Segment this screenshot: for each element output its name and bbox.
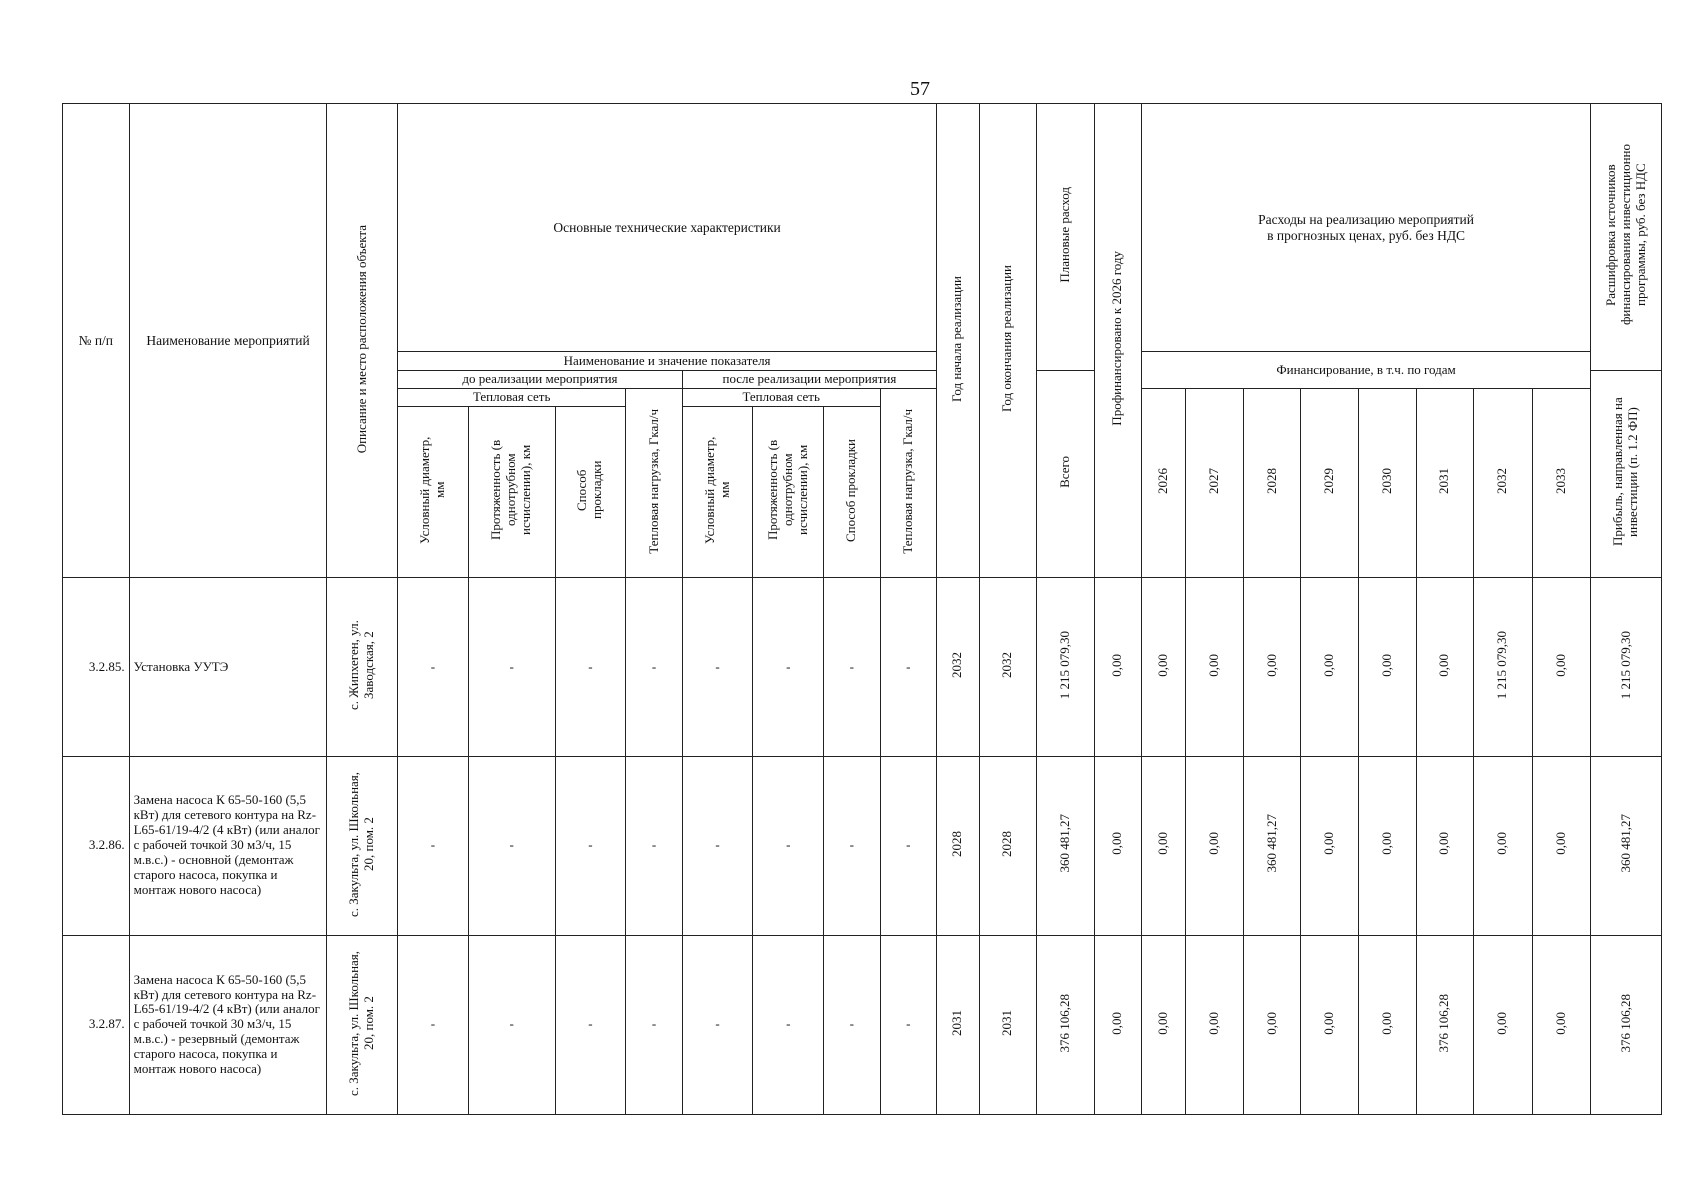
- header-name: Наименование мероприятий: [129, 104, 327, 578]
- row-tech-value: -: [398, 578, 469, 756]
- row-tech-value: -: [682, 935, 753, 1114]
- row-location: с. Закульта, ул. Школьная, 20, пом. 2: [327, 756, 398, 935]
- row-tech-value: -: [555, 935, 626, 1114]
- row-tech-value: -: [824, 756, 881, 935]
- row-year-value: 0,00: [1532, 756, 1591, 935]
- row-year-value: 0,00: [1359, 578, 1417, 756]
- row-prefinanced: 0,00: [1094, 935, 1141, 1114]
- header-planned: Плановые расход: [1037, 104, 1095, 371]
- row-num: 3.2.85.: [63, 578, 130, 756]
- row-year-start: 2028: [937, 756, 979, 935]
- row-year-value: 0,00: [1474, 935, 1533, 1114]
- investment-table: [62, 103, 1662, 1115]
- header-year-2031: 2031: [1416, 389, 1474, 578]
- row-tech-value: -: [468, 935, 555, 1114]
- header-before: до реализации мероприятия: [398, 370, 683, 388]
- row-year-end: 2031: [979, 935, 1037, 1114]
- header-location: Описание и место расположения объекта: [327, 104, 398, 578]
- header-tech: Основные технические характеристики: [398, 104, 937, 352]
- row-num: 3.2.87.: [63, 935, 130, 1114]
- row-year-value: 376 106,28: [1416, 935, 1474, 1114]
- row-tech-value: -: [555, 578, 626, 756]
- row-year-value: 0,00: [1474, 756, 1533, 935]
- header-length-after: Протяженность (в однотрубном исчислении), км: [753, 407, 824, 578]
- page-number: 57: [910, 78, 930, 100]
- header-costs: Расходы на реализацию мероприятий в прогнозных ценах, руб. без НДС: [1142, 104, 1591, 352]
- row-num: 3.2.86.: [63, 756, 130, 935]
- row-tech-value: -: [555, 756, 626, 935]
- header-heat-net-before: Тепловая сеть: [398, 389, 626, 407]
- header-year-2026: 2026: [1142, 389, 1186, 578]
- row-tech-value: -: [880, 578, 937, 756]
- row-tech-value: -: [682, 756, 753, 935]
- row-year-value: 0,00: [1359, 935, 1417, 1114]
- row-prefinanced: 0,00: [1094, 756, 1141, 935]
- row-year-value: 0,00: [1186, 935, 1244, 1114]
- row-total: 1 215 079,30: [1037, 578, 1095, 756]
- header-num: № п/п: [63, 104, 130, 578]
- table-row: [63, 578, 1662, 756]
- header-year-2027: 2027: [1186, 389, 1244, 578]
- row-profit: 1 215 079,30: [1591, 578, 1662, 756]
- row-year-end: 2032: [979, 578, 1037, 756]
- header-profit: Прибыль, направленная на инвестиции (п. 1.2 ФП): [1591, 370, 1662, 578]
- header-year-2033: 2033: [1532, 389, 1591, 578]
- row-name: Замена насоса К 65-50-160 (5,5 кВт) для сетевого контура на Rz-L65-61/19-4/2 (4 кВт) (или аналог с рабочей точкой 30 м3/ч, 15 м.в.с.) - резервный (демонтаж старого насоса, покупка и монтаж нового насоса): [129, 935, 327, 1114]
- row-year-value: 0,00: [1142, 756, 1186, 935]
- row-year-value: 0,00: [1301, 578, 1359, 756]
- table-row: [63, 756, 1662, 935]
- header-prefinanced: Профинансировано к 2026 году: [1094, 104, 1141, 578]
- row-name: Замена насоса К 65-50-160 (5,5 кВт) для сетевого контура на Rz-L65-61/19-4/2 (4 кВт) (или аналог с рабочей точкой 30 м3/ч, 15 м.в.с.) - основной (демонтаж старого насоса, покупка и монтаж нового насоса): [129, 756, 327, 935]
- table-row: [63, 935, 1662, 1114]
- row-tech-value: -: [468, 578, 555, 756]
- row-year-value: 0,00: [1416, 756, 1474, 935]
- row-tech-value: -: [880, 935, 937, 1114]
- row-year-value: 0,00: [1186, 756, 1244, 935]
- row-year-start: 2031: [937, 935, 979, 1114]
- row-profit: 376 106,28: [1591, 935, 1662, 1114]
- row-year-value: 0,00: [1142, 578, 1186, 756]
- header-load-after: Тепловая нагрузка, Гкал/ч: [880, 389, 937, 578]
- header-year-2029: 2029: [1301, 389, 1359, 578]
- header-diam-after: Условный диаметр, мм: [682, 407, 753, 578]
- header-total: Всего: [1037, 370, 1095, 578]
- row-year-value: 0,00: [1359, 756, 1417, 935]
- row-year-value: 0,00: [1243, 935, 1301, 1114]
- row-prefinanced: 0,00: [1094, 578, 1141, 756]
- header-year-2030: 2030: [1359, 389, 1417, 578]
- row-tech-value: -: [682, 578, 753, 756]
- header-heat-net-after: Тепловая сеть: [682, 389, 880, 407]
- header-load-before: Тепловая нагрузка, Гкал/ч: [626, 389, 683, 578]
- row-total: 376 106,28: [1037, 935, 1095, 1114]
- row-tech-value: -: [626, 935, 683, 1114]
- row-tech-value: -: [880, 756, 937, 935]
- row-total: 360 481,27: [1037, 756, 1095, 935]
- header-method-before: Способ прокладки: [555, 407, 626, 578]
- header-sources: Расшифровка источников финансирования инвестиционно программы, руб. без НДС: [1591, 104, 1662, 371]
- row-tech-value: -: [468, 756, 555, 935]
- row-year-value: 0,00: [1243, 578, 1301, 756]
- row-tech-value: -: [626, 756, 683, 935]
- header-method-after: Способ прокладки: [824, 407, 881, 578]
- row-tech-value: -: [824, 935, 881, 1114]
- header-diam-before: Условный диаметр, мм: [398, 407, 469, 578]
- row-tech-value: -: [398, 935, 469, 1114]
- row-tech-value: -: [398, 756, 469, 935]
- row-year-value: 1 215 079,30: [1474, 578, 1533, 756]
- row-year-value: 0,00: [1532, 578, 1591, 756]
- header-length-before: Протяженность (в однотрубном исчислении), км: [468, 407, 555, 578]
- row-location: с. Закульта, ул. Школьная, 20, пом. 2: [327, 935, 398, 1114]
- row-tech-value: -: [824, 578, 881, 756]
- row-year-start: 2032: [937, 578, 979, 756]
- row-name: Установка УУТЭ: [129, 578, 327, 756]
- row-year-value: 0,00: [1416, 578, 1474, 756]
- row-year-end: 2028: [979, 756, 1037, 935]
- row-tech-value: -: [753, 756, 824, 935]
- row-year-value: 0,00: [1532, 935, 1591, 1114]
- header-year-2028: 2028: [1243, 389, 1301, 578]
- row-year-value: 360 481,27: [1243, 756, 1301, 935]
- row-year-value: 0,00: [1142, 935, 1186, 1114]
- header-indicator: Наименование и значение показателя: [398, 352, 937, 370]
- row-year-value: 0,00: [1301, 935, 1359, 1114]
- header-year-2032: 2032: [1474, 389, 1533, 578]
- row-tech-value: -: [753, 578, 824, 756]
- header-year-end: Год окончания реализации: [979, 104, 1037, 578]
- header-year-start: Год начала реализации: [937, 104, 979, 578]
- row-year-value: 0,00: [1301, 756, 1359, 935]
- row-tech-value: -: [753, 935, 824, 1114]
- header-financing: Финансирование, в т.ч. по годам: [1142, 352, 1591, 389]
- row-tech-value: -: [626, 578, 683, 756]
- header-after: после реализации мероприятия: [682, 370, 936, 388]
- row-year-value: 0,00: [1186, 578, 1244, 756]
- row-profit: 360 481,27: [1591, 756, 1662, 935]
- row-location: с. Жипхеген, ул. Заводская, 2: [327, 578, 398, 756]
